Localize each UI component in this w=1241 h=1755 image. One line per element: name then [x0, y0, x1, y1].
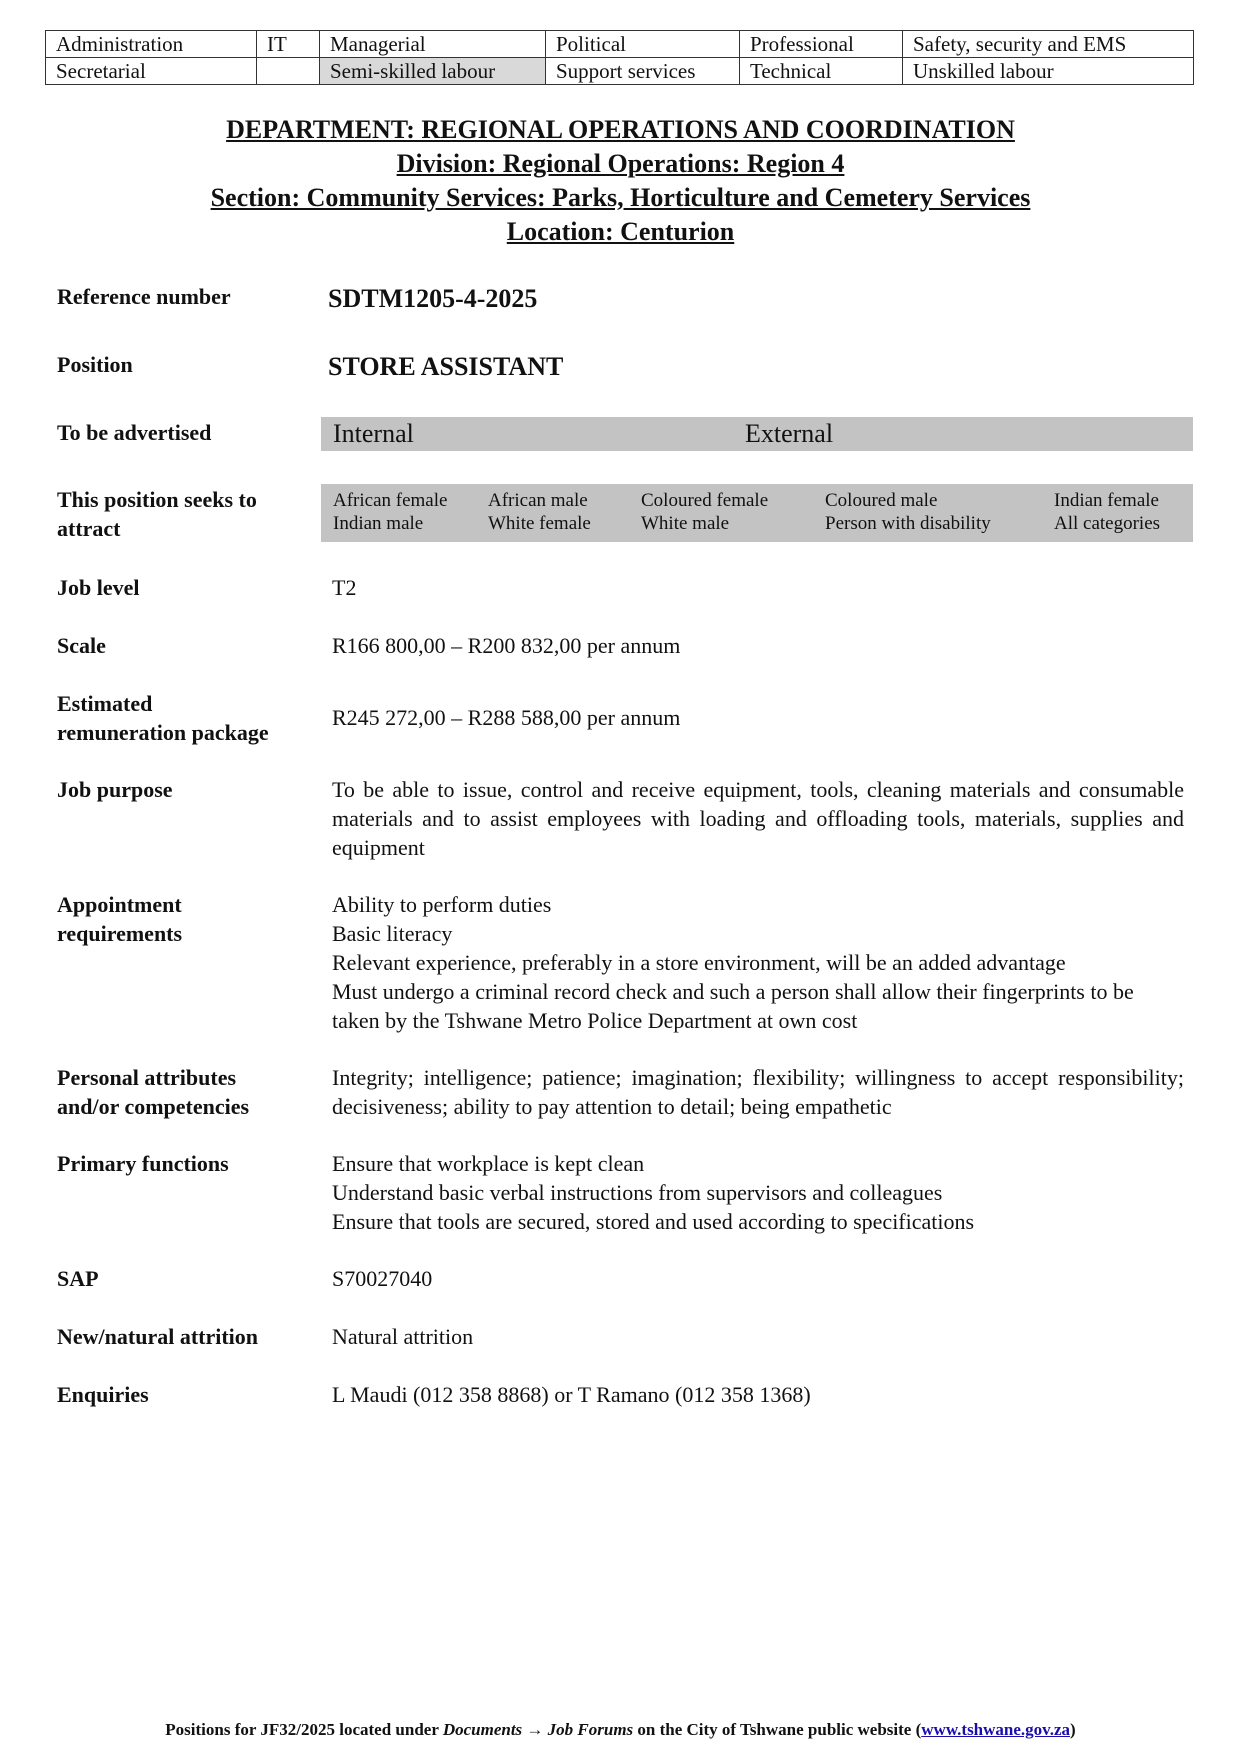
requirement-item: Relevant experience, preferably in a store environment, will be an added advantage [332, 950, 1066, 975]
attributes-value: Integrity; intelligence; patience; imagination; flexibility; willingness to accept responsibility; decisiveness; ability to pay attention to detail; being empathetic [332, 1065, 1184, 1119]
attract-group [333, 489, 447, 535]
requirements-list [332, 890, 1184, 1035]
category-row [46, 58, 1194, 85]
enquiries-label: Enquiries [57, 1382, 149, 1407]
requirement-item: Must undergo a criminal record check and such a person shall allow their fingerprints to be taken by the Tshwane Metro Police Department at own cost [332, 979, 1134, 1033]
category-cell: Secretarial [46, 58, 257, 85]
footer-arrow: → [522, 1720, 548, 1739]
attract-item: All categories [1054, 513, 1161, 534]
attract-group [825, 489, 991, 535]
position-value: STORE ASSISTANT [328, 352, 564, 381]
function-item: Ensure that workplace is kept clean [332, 1151, 645, 1176]
purpose-value: To be able to issue, control and receive equipment, tools, cleaning materials and consumable materials and to assist employees with loading and offloading tools, materials, supplies and equipment [332, 777, 1184, 860]
section-heading: Section: Community Services: Parks, Horticulture and Cemetery Services [210, 183, 1031, 212]
tshwane-website-link[interactable]: www.tshwane.gov.za [921, 1720, 1071, 1739]
function-item: Ensure that tools are secured, stored and used according to specifications [332, 1209, 975, 1234]
package-label [57, 689, 317, 747]
attract-label-line: This position seeks to [57, 487, 257, 512]
attract-group [488, 489, 591, 535]
purpose-label: Job purpose [57, 777, 173, 802]
attract-item: Coloured female [641, 490, 769, 511]
attributes-label-line: Personal attributes [57, 1065, 237, 1090]
advertised-internal: Internal [333, 419, 414, 448]
functions-list [332, 1149, 1184, 1236]
reference-label: Reference number [57, 284, 231, 309]
attract-item: Indian male [333, 513, 424, 534]
attract-item: Coloured male [825, 490, 938, 511]
job-level-value: T2 [332, 575, 357, 600]
footer-documents: Documents [442, 1720, 523, 1739]
attrition-label: New/natural attrition [57, 1324, 259, 1349]
category-row [46, 31, 1194, 58]
footer-middle: on the City of Tshwane public website ( [633, 1720, 922, 1739]
advertised-external: External [745, 419, 834, 448]
requirements-label-line: Appointment [57, 892, 182, 917]
reference-value: SDTM1205-4-2025 [328, 284, 538, 313]
enquiries-value: L Maudi (012 358 8868) or T Ramano (012 358 1368) [332, 1382, 811, 1407]
category-cell: Unskilled labour [903, 58, 1194, 85]
attract-label [57, 485, 317, 543]
attract-item: Person with disability [825, 513, 991, 534]
footer-prefix: Positions for JF32/2025 located under [165, 1720, 443, 1739]
category-cell: Professional [740, 31, 903, 58]
category-cell: Political [546, 31, 740, 58]
attract-item: African male [488, 490, 588, 511]
category-cell [257, 58, 320, 85]
division-heading: Division: Regional Operations: Region 4 [396, 149, 845, 178]
attract-item: African female [333, 490, 448, 511]
job-level-label: Job level [57, 575, 140, 600]
requirements-label-line: requirements [57, 921, 183, 946]
attrition-value: Natural attrition [332, 1324, 474, 1349]
requirements-label [57, 890, 317, 948]
location-heading: Location: Centurion [506, 217, 735, 246]
scale-value: R166 800,00 – R200 832,00 per annum [332, 633, 681, 658]
category-cell: Support services [546, 58, 740, 85]
package-value: R245 272,00 – R288 588,00 per annum [332, 705, 681, 730]
category-cell: Safety, security and EMS [903, 31, 1194, 58]
requirement-item: Basic literacy [332, 921, 453, 946]
functions-label: Primary functions [57, 1151, 229, 1176]
category-cell: Technical [740, 58, 903, 85]
category-cell: Managerial [320, 31, 546, 58]
package-label-line: remuneration package [57, 720, 269, 745]
advertised-label: To be advertised [57, 420, 212, 445]
package-label-line: Estimated [57, 691, 153, 716]
attract-label-line: attract [57, 516, 121, 541]
position-label: Position [57, 352, 133, 377]
sap-label: SAP [57, 1266, 99, 1291]
category-cell: Administration [46, 31, 257, 58]
attract-group [641, 489, 768, 535]
category-cell-highlighted: Semi-skilled labour [320, 58, 546, 85]
attract-item: White female [488, 513, 591, 534]
attract-bar [321, 484, 1193, 542]
attributes-label [57, 1063, 317, 1121]
footer-job-forums: Job Forums [547, 1720, 634, 1739]
advertised-bar [321, 417, 1193, 451]
scale-label: Scale [57, 633, 106, 658]
attract-item: Indian female [1054, 490, 1159, 511]
requirement-item: Ability to perform duties [332, 892, 552, 917]
department-heading: DEPARTMENT: REGIONAL OPERATIONS AND COORDINATION [226, 115, 1015, 144]
footer-note [0, 1720, 1241, 1740]
function-item: Understand basic verbal instructions from supervisors and colleagues [332, 1180, 943, 1205]
footer-suffix: ) [1070, 1720, 1076, 1739]
attract-item: White male [641, 513, 730, 534]
sap-value: S70027040 [332, 1266, 433, 1291]
category-cell: IT [257, 31, 320, 58]
attract-group [1054, 489, 1160, 535]
attributes-label-line: and/or competencies [57, 1094, 250, 1119]
category-table [45, 30, 1194, 85]
